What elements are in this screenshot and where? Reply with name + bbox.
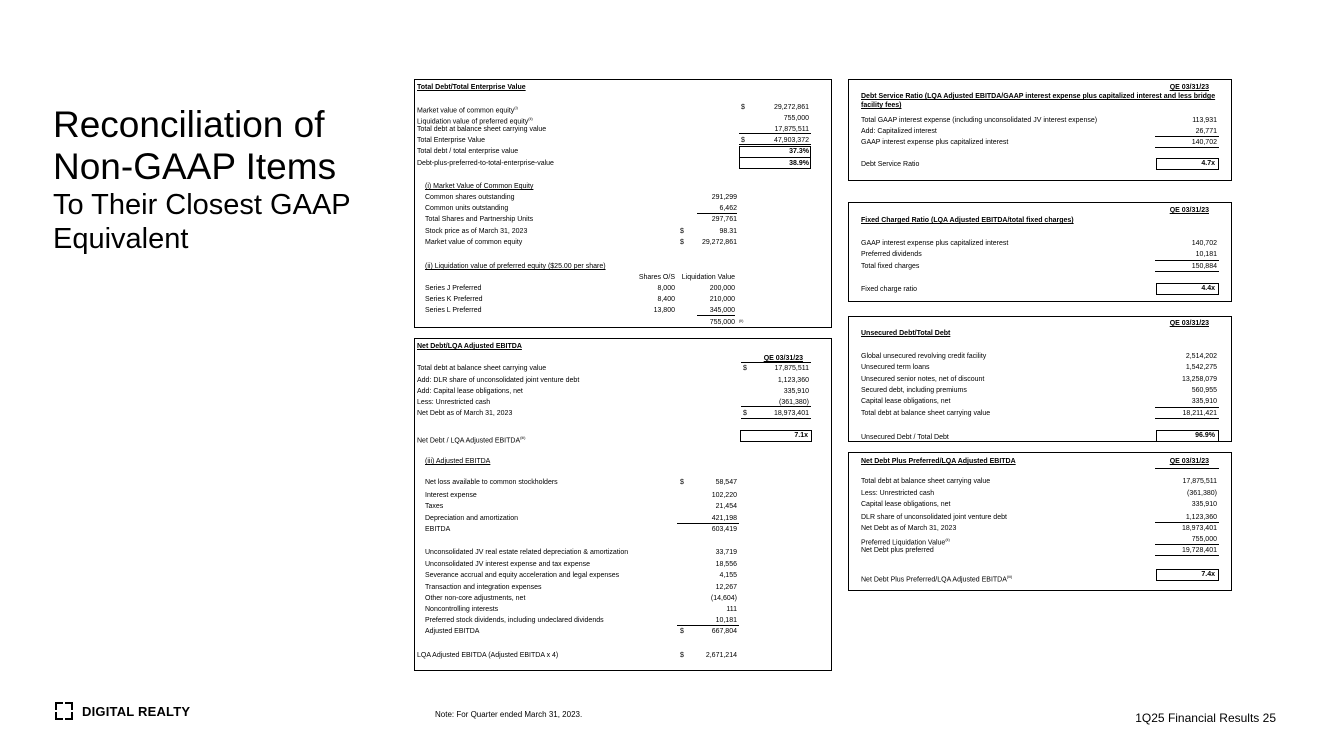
ratio-box <box>739 157 811 169</box>
row-label: Add: DLR share of unconsolidated joint venture debt <box>417 377 580 384</box>
title-line-4: Equivalent <box>53 223 189 255</box>
panel-fixed-charge <box>848 202 1232 302</box>
footnote-ref: (ii) <box>739 318 744 323</box>
row-value: 297,761 <box>711 216 737 223</box>
divider <box>697 213 737 214</box>
currency: $ <box>680 239 684 246</box>
row-value: 291,299 <box>711 194 737 201</box>
row-value: 335,910 <box>783 388 809 395</box>
row-label: Total debt at balance sheet carrying value <box>417 365 547 372</box>
row-value: 12,267 <box>715 584 737 591</box>
row-label: Add: Capital lease obligations, net <box>417 388 523 395</box>
page-title <box>53 104 351 256</box>
row-value: 13,258,079 <box>1181 376 1217 383</box>
row-label: Total debt at balance sheet carrying value <box>861 410 991 417</box>
shares-value: 13,800 <box>653 307 675 314</box>
divider <box>1155 407 1219 408</box>
row-label: EBITDA <box>425 526 451 533</box>
row-label: Adjusted EBITDA <box>425 628 480 635</box>
row-label: DLR share of unconsolidated joint venture debt <box>861 514 1007 521</box>
row-value: 335,910 <box>1191 501 1217 508</box>
panel-title: Net Debt/LQA Adjusted EBITDA <box>417 343 522 350</box>
row-label: Net Debt plus preferred <box>861 547 934 554</box>
divider <box>677 625 739 626</box>
row-value: 17,875,511 <box>774 365 809 372</box>
column-header: QE 03/31/23 <box>763 355 803 362</box>
divider <box>741 406 811 407</box>
title-line-2: Non-GAAP Items <box>53 146 337 187</box>
panel-title: Net Debt Plus Preferred/LQA Adjusted EBITDA <box>861 458 1016 465</box>
row-label: Secured debt, including premiums <box>861 387 967 394</box>
row-value: 755,000 <box>1191 536 1217 543</box>
row-label: Unconsolidated JV real estate related depreciation & amortization <box>425 549 629 556</box>
row-value: 10,181 <box>715 617 737 624</box>
row-value: 18,973,401 <box>1181 525 1217 532</box>
row-value: 47,903,372 <box>773 137 809 144</box>
row-label: Net loss available to common stockholders <box>425 479 558 486</box>
row-label: Preferred stock dividends, including undeclared dividends <box>425 617 604 624</box>
row-label: Capital lease obligations, net <box>861 398 951 405</box>
currency: $ <box>743 410 747 417</box>
row-label: Total fixed charges <box>861 263 920 270</box>
panel-unsecured-debt <box>848 316 1232 442</box>
row-label: Global unsecured revolving credit facility <box>861 353 987 360</box>
row-value: 140,702 <box>1191 139 1217 146</box>
digital-realty-logo-icon <box>55 702 73 720</box>
row-value: (361,380) <box>779 399 809 406</box>
currency: $ <box>741 137 745 144</box>
shares-value: 8,000 <box>657 285 675 292</box>
page-number: 1Q25 Financial Results 25 <box>1135 711 1276 725</box>
lqa-label: LQA Adjusted EBITDA (Adjusted EBITDA x 4) <box>417 652 559 659</box>
section-title: (i) Market Value of Common Equity <box>425 183 534 190</box>
divider <box>739 144 811 145</box>
row-label: Taxes <box>425 503 444 510</box>
row-value: (14,604) <box>710 595 737 602</box>
row-value: 102,220 <box>711 492 737 499</box>
row-value: 603,419 <box>711 526 737 533</box>
row-value: 1,542,275 <box>1185 364 1217 371</box>
row-label: Noncontrolling interests <box>425 606 499 613</box>
row-label: Capital lease obligations, net <box>861 501 951 508</box>
row-value: 335,910 <box>1191 398 1217 405</box>
row-value: 667,804 <box>711 628 737 635</box>
row-value: 140,702 <box>1191 240 1217 247</box>
row-label: Unsecured term loans <box>861 364 930 371</box>
row-value: 345,000 <box>709 307 735 314</box>
section-title: (ii) Liquidation value of preferred equity ($25.00 per share) <box>425 263 606 270</box>
preferred-total: 755,000 <box>709 319 735 326</box>
panel-title: Unsecured Debt/Total Debt <box>861 330 951 337</box>
row-label: Net Debt as of March 31, 2023 <box>861 525 957 532</box>
row-value: 2,514,202 <box>1185 353 1217 360</box>
row-value: 21,454 <box>715 503 737 510</box>
divider <box>1155 544 1219 545</box>
row-value: 421,198 <box>711 515 737 522</box>
ratio-label: Fixed charge ratio <box>861 286 918 293</box>
panel-title: Debt Service Ratio (LQA Adjusted EBITDA/GAAP interest expense plus capitalized interest and less bridge <box>861 93 1216 100</box>
row-value: 29,272,861 <box>701 239 737 246</box>
row-label: Unsecured senior notes, net of discount <box>861 376 985 383</box>
column-header: QE 03/31/23 <box>1169 320 1209 327</box>
footer-note: Note: For Quarter ended March 31, 2023. <box>435 710 583 719</box>
title-line-3: To Their Closest GAAP <box>53 189 351 221</box>
row-value: 18,973,401 <box>773 410 809 417</box>
row-value: 37.3% <box>789 148 809 155</box>
row-label: Add: Capitalized interest <box>861 128 937 135</box>
row-label: Total debt at balance sheet carrying value <box>861 478 991 485</box>
row-label: Less: Unrestricted cash <box>417 399 491 406</box>
company-logo <box>55 702 190 720</box>
row-value: 1,123,360 <box>1185 514 1217 521</box>
currency: $ <box>741 104 745 111</box>
row-label: Common units outstanding <box>425 205 509 212</box>
divider <box>741 362 811 363</box>
row-value: 210,000 <box>709 296 735 303</box>
row-value: 33,719 <box>715 549 737 556</box>
panel-title: Total Debt/Total Enterprise Value <box>417 84 526 91</box>
row-value: 17,875,511 <box>774 126 809 133</box>
panel-net-debt-preferred <box>848 452 1232 591</box>
currency: $ <box>743 365 747 372</box>
row-label: Market value of common equity$^{(i)}$ <box>417 105 518 115</box>
row-label: Other non-core adjustments, net <box>425 595 526 602</box>
column-header: Liquidation Value <box>681 274 735 281</box>
panel-title-cont: facility fees) <box>861 102 902 109</box>
divider <box>1155 468 1219 469</box>
row-value: 200,000 <box>709 285 735 292</box>
row-label: Unconsolidated JV interest expense and tax expense <box>425 561 590 568</box>
row-label: Depreciation and amortization <box>425 515 518 522</box>
row-label: Severance accrual and equity acceleration and legal expenses <box>425 572 620 579</box>
currency: $ <box>680 479 684 486</box>
row-label: Transaction and integration expenses <box>425 584 542 591</box>
divider <box>1155 271 1219 272</box>
panel-net-debt-ebitda <box>414 338 832 671</box>
ratio-label: Unsecured Debt / Total Debt <box>861 434 949 441</box>
lqa-value: 2,671,214 <box>705 652 737 659</box>
panel-title: Fixed Charged Ratio (LQA Adjusted EBITDA/total fixed charges) <box>861 217 1074 224</box>
divider <box>677 523 739 524</box>
row-label: Series K Preferred <box>425 296 483 303</box>
row-value: (361,380) <box>1187 490 1217 497</box>
ratio-value-box: 4.7x <box>1156 158 1219 170</box>
title-line-1: Reconciliation of <box>53 104 325 145</box>
row-value: 38.9% <box>789 160 809 167</box>
ratio-label: Net Debt Plus Preferred/LQA Adjusted EBITDA$^{(iii)}$ <box>861 574 1013 584</box>
panel-debt-service <box>848 79 1232 181</box>
divider <box>1155 522 1219 523</box>
row-label: Stock price as of March 31, 2023 <box>425 228 528 235</box>
row-value: 113,931 <box>1192 117 1217 124</box>
row-label: Common shares outstanding <box>425 194 515 201</box>
row-label: GAAP interest expense plus capitalized interest <box>861 139 1009 146</box>
column-header: QE 03/31/23 <box>1169 458 1209 465</box>
column-header: QE 03/31/23 <box>1169 84 1209 91</box>
ratio-value-box: 4.4x <box>1156 283 1219 295</box>
divider <box>739 133 811 134</box>
row-label: Total GAAP interest expense (including unconsolidated JV interest expense) <box>861 117 1098 124</box>
divider <box>1155 147 1219 148</box>
row-label: Net Debt as of March 31, 2023 <box>417 410 513 417</box>
row-value: 150,884 <box>1191 263 1217 270</box>
row-value: 560,955 <box>1191 387 1217 394</box>
divider <box>1155 418 1219 419</box>
row-value: 58,547 <box>715 479 737 486</box>
row-label: Market value of common equity <box>425 239 523 246</box>
row-label: Total debt at balance sheet carrying value <box>417 126 547 133</box>
row-value: 6,462 <box>719 205 737 212</box>
row-value: 18,556 <box>715 561 737 568</box>
currency: $ <box>680 628 684 635</box>
ratio-value-box: 7.1x <box>740 430 812 442</box>
row-label: Preferred Liquidation Value$^{(ii)}$ <box>861 537 950 547</box>
row-value: 18,211,421 <box>1182 410 1217 417</box>
row-value: 1,123,360 <box>777 377 809 384</box>
column-header: QE 03/31/23 <box>1169 207 1209 214</box>
row-value: 26,771 <box>1195 128 1217 135</box>
currency: $ <box>680 652 684 659</box>
row-value: 17,875,511 <box>1182 478 1217 485</box>
row-label: Less: Unrestricted cash <box>861 490 935 497</box>
divider <box>741 418 811 419</box>
shares-value: 8,400 <box>657 296 675 303</box>
row-label: GAAP interest expense plus capitalized interest <box>861 240 1009 247</box>
row-label: Liquidation value of preferred equity$^{(ii)}$ <box>417 116 533 126</box>
logo-text: DIGITAL REALTY <box>82 703 191 719</box>
row-label: Total debt / total enterprise value <box>417 148 519 155</box>
currency: $ <box>680 228 684 235</box>
ratio-label: Debt Service Ratio <box>861 161 920 168</box>
row-label: Series L Preferred <box>425 307 482 314</box>
row-value: 19,728,401 <box>1181 547 1217 554</box>
divider <box>1155 260 1219 261</box>
row-value: 29,272,861 <box>773 104 809 111</box>
row-value: 4,155 <box>719 572 737 579</box>
divider <box>697 315 735 316</box>
row-value: 10,181 <box>1195 251 1217 258</box>
divider <box>1155 136 1219 137</box>
column-header: Shares O/S <box>638 274 675 281</box>
row-label: Interest expense <box>425 492 477 499</box>
panel-debt-enterprise-value <box>414 79 832 328</box>
row-value: 755,000 <box>783 115 809 122</box>
row-label: Debt-plus-preferred-to-total-enterprise-value <box>417 160 554 167</box>
row-label: Series J Preferred <box>425 285 482 292</box>
ratio-value-box: 7.4x <box>1156 569 1219 581</box>
ratio-label: Net Debt / LQA Adjusted EBITDA$^{(iii)}$ <box>417 435 526 445</box>
row-label: Preferred dividends <box>861 251 922 258</box>
row-label: Total Shares and Partnership Units <box>425 216 534 223</box>
section-title: (iii) Adjusted EBITDA <box>425 458 491 465</box>
row-label: Total Enterprise Value <box>417 137 485 144</box>
row-value: 111 <box>726 606 737 613</box>
divider <box>675 327 735 328</box>
row-value: 98.31 <box>719 228 737 235</box>
divider <box>1155 555 1219 556</box>
ratio-value-box: 96.9% <box>1156 430 1219 442</box>
